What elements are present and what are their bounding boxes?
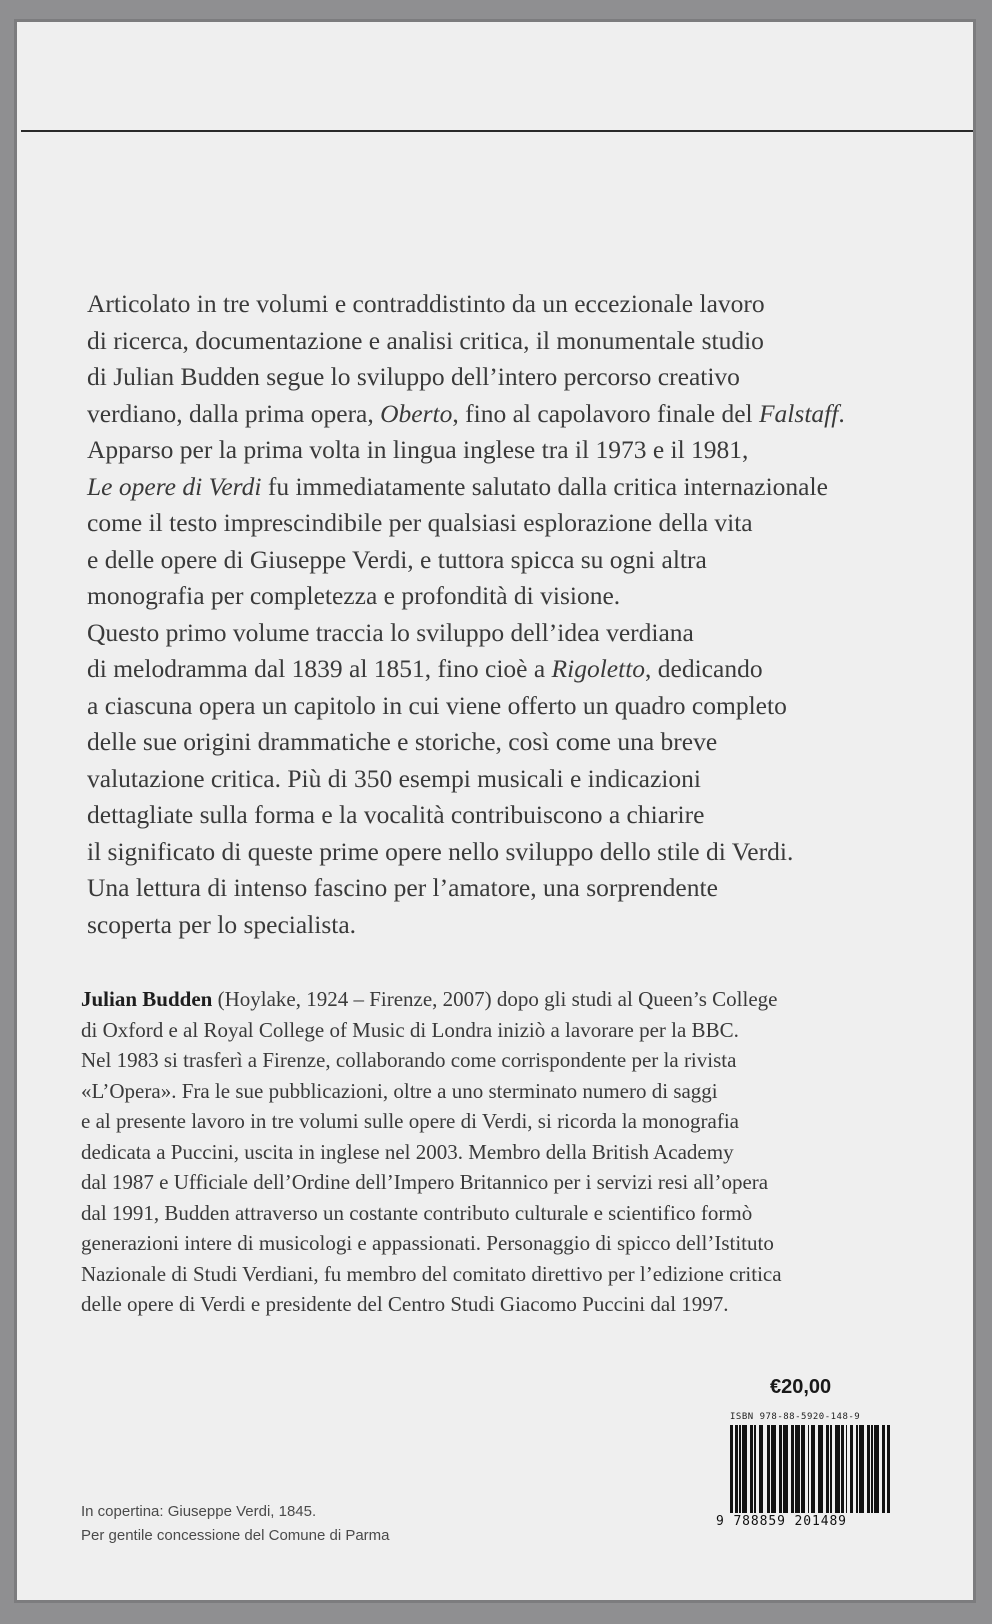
blurb-line: e delle opere di Giuseppe Verdi, e tuttora spicca su ogni altra (87, 544, 707, 574)
work-title-rigoletto: Rigoletto (551, 654, 646, 683)
blurb-line: Apparso per la prima volta in lingua inglese tra il 1973 e il 1981, (87, 435, 749, 464)
blurb-line: di ricerca, documentazione e analisi critica, il monumentale studio (87, 325, 764, 355)
bio-line: generazioni intere di musicologi e appassionati. Personaggio di spicco dell’Istituto (81, 1231, 774, 1255)
book-back-cover (14, 19, 976, 1603)
bio-line: Nel 1983 si trasferì a Firenze, collaborando come corrispondente per la rivista (81, 1048, 737, 1072)
blurb-line: scoperta per lo specialista. (87, 909, 357, 939)
blurb-line: dettagliate sulla forma e la vocalità contribuiscono a chiarire (87, 800, 705, 829)
blurb-line: come il testo imprescindibile per qualsiasi esplorazione della vita (87, 508, 753, 537)
blurb-line: delle sue origini drammatiche e storiche, così come una breve (87, 727, 718, 756)
bio-line: Nazionale di Studi Verdiani, fu membro del comitato direttivo per l’edizione critica (81, 1261, 782, 1286)
blurb-text: verdiano, dalla prima opera, (87, 398, 381, 428)
barcode-image (730, 1425, 890, 1513)
book-description (87, 286, 937, 943)
blurb-line: Articolato in tre volumi e contraddistinto da un eccezionale lavoro (87, 289, 765, 318)
work-title-falstaff: Falstaff (758, 398, 839, 428)
blurb-text: di melodramma dal 1839 al 1851, fino cioè a (87, 654, 552, 683)
bio-line: di Oxford e al Royal College of Music di Londra iniziò a lavorare per la BBC. (81, 1017, 739, 1042)
barcode-digits: 9 788859 201489 (716, 1514, 847, 1529)
blurb-line: a ciascuna opera un capitolo in cui viene offerto un quadro completo (87, 690, 787, 720)
author-name: Julian Budden (81, 987, 213, 1011)
bio-line: «L’Opera». Fra le sue pubblicazioni, oltre a uno sterminato numero di saggi (81, 1078, 718, 1103)
blurb-line: Una lettura di intenso fascino per l’amatore, una sorprendente (87, 873, 718, 902)
isbn-label: ISBN 978-88-5920-148-9 (730, 1412, 861, 1422)
bio-line: e al presente lavoro in tre volumi sulle opere di Verdi, si ricorda la monografia (81, 1109, 739, 1133)
blurb-line: Questo primo volume traccia lo sviluppo dell’idea verdiana (87, 617, 694, 647)
bio-line: dedicata a Puccini, uscita in inglese nel 2003. Membro della British Academy (81, 1139, 734, 1164)
author-biography (81, 984, 941, 1320)
credit-line: Per gentile concessione del Comune di Parma (81, 1527, 390, 1544)
bio-line: dal 1991, Budden attraverso un costante contributo culturale e scientifico formò (81, 1200, 753, 1225)
credit-line: In copertina: Giuseppe Verdi, 1845. (81, 1503, 317, 1520)
blurb-text: , fino al capolavoro finale del (452, 398, 759, 428)
blurb-text: fu immediatamente salutato dalla critica internazionale (261, 471, 828, 501)
blurb-text: . (838, 398, 845, 428)
bio-line (81, 984, 941, 1015)
blurb-line: valutazione critica. Più di 350 esempi musicali e indicazioni (87, 763, 701, 793)
blurb-line (87, 396, 937, 433)
price-label: €20,00 (770, 1376, 832, 1398)
bio-text: (Hoylake, 1924 – Firenze, 2007) dopo gli studi al Queen’s College (212, 987, 778, 1011)
top-divider-line (21, 130, 973, 132)
blurb-text: , dedicando (645, 654, 763, 683)
blurb-line (87, 469, 937, 506)
blurb-line: di Julian Budden segue lo sviluppo dell’intero percorso creativo (87, 362, 740, 391)
work-title-oberto: Oberto (380, 398, 453, 428)
blurb-line: monografia per completezza e profondità di visione. (87, 581, 621, 610)
blurb-line: il significato di queste prime opere nello sviluppo dello stile di Verdi. (87, 836, 794, 866)
cover-image-credits (81, 1500, 390, 1548)
blurb-line (87, 651, 937, 688)
bio-line: delle opere di Verdi e presidente del Centro Studi Giacomo Puccini dal 1997. (81, 1292, 729, 1316)
barcode-bar (887, 1425, 890, 1513)
book-title-le-opere-di-verdi: Le opere di Verdi (87, 471, 262, 501)
bio-line: dal 1987 e Ufficiale dell’Ordine dell’Impero Britannico per i servizi resi all’opera (81, 1170, 769, 1194)
